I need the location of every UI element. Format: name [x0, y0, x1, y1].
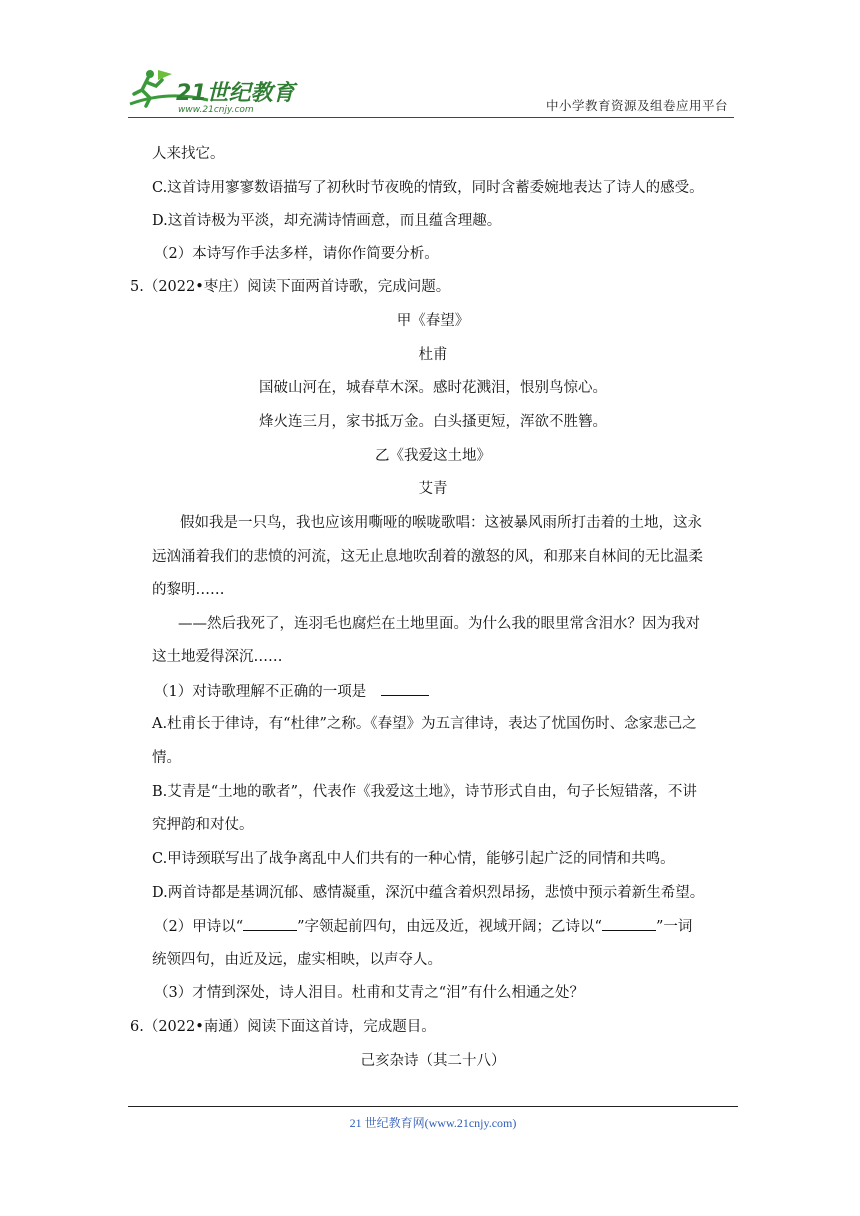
poem-paragraph: 假如我是一只鸟，我也应该用嘶哑的喉咙歌唱：这被暴风雨所打击着的土地，这永 — [180, 515, 702, 531]
platform-title: 中小学教育资源及组卷应用平台 — [545, 98, 728, 113]
poem-paragraph: 远汹涌着我们的悲愤的河流，这无止息地吹刮着的激怒的风，和那来自林间的无比温柔 — [152, 549, 703, 565]
subquestion-2-cont: 统领四句，由近及远，虚实相映，以声夺人。 — [152, 952, 442, 968]
poem-author-b: 艾青 — [418, 481, 448, 497]
answer-blank — [602, 916, 656, 931]
option-a-cont: 情。 — [152, 750, 181, 766]
question-5: 5.（2022•枣庄）阅读下面两首诗歌，完成问题。 — [130, 279, 451, 295]
option-b-cont: 究押韵和对仗。 — [152, 817, 254, 833]
subquestion-2 — [154, 916, 692, 936]
poem-paragraph: 这土地爱得深沉…… — [152, 649, 283, 665]
poem-title-b: 乙《我爱这土地》 — [375, 448, 491, 464]
footer-divider — [128, 1106, 738, 1107]
svg-text:www.21cnjy.com: www.21cnjy.com — [178, 105, 254, 115]
option-a: A.杜甫长于律诗，有“杜律”之称。《春望》为五言律诗，表达了忧国伤时、念家悲己之 — [152, 716, 697, 732]
poem-line: 烽火连三月，家书抵万金。白头搔更短，浑欲不胜簪。 — [259, 414, 607, 430]
subquestion-2: （2）本诗写作手法多样，请你作简要分析。 — [154, 246, 439, 262]
text-line: 人来找它。 — [152, 146, 225, 162]
subquestion-3: （3）才情到深处，诗人泪目。杜甫和艾青之“泪”有什么相通之处？ — [154, 985, 585, 1001]
subquestion-2-part3: ”一词 — [655, 919, 693, 935]
header-divider — [128, 117, 734, 118]
svg-text:21世纪教育: 21世纪教育 — [176, 81, 295, 106]
logo — [128, 60, 298, 116]
option-b: B.艾青是“土地的歌者”，代表作《我爱这土地》，诗节形式自由，句子长短错落，不讲 — [152, 784, 697, 800]
option-d: D.这首诗极为平淡，却充满诗情画意，而且蕴含理趣。 — [152, 213, 502, 229]
answer-blank — [243, 916, 297, 931]
poem-author-a: 杜甫 — [418, 347, 448, 363]
option-c: C.这首诗用寥寥数语描写了初秋时节夜晚的情致，同时含蓄委婉地表达了诗人的感受。 — [152, 180, 704, 196]
page-header — [128, 60, 734, 118]
option-d: D.两首诗都是基调沉郁、感情凝重，深沉中蕴含着炽烈昂扬，悲愤中预示着新生希望。 — [152, 885, 705, 901]
subquestion-1-text: （1）对诗歌理解不正确的一项是 — [154, 684, 367, 700]
subquestion-2-part1: （2）甲诗以“ — [154, 919, 244, 935]
runner-logo-icon — [128, 60, 298, 116]
option-c: C.甲诗颈联写出了战争离乱中人们共有的一种心情，能够引起广泛的同情和共鸣。 — [152, 851, 675, 867]
subquestion-2-part2: ”字领起前四句，由远及近，视域开阔；乙诗以“ — [297, 919, 602, 935]
subquestion-1 — [154, 681, 429, 701]
footer-link[interactable]: 21 世纪教育网(www.21cnjy.com) — [349, 1116, 517, 1130]
poem-paragraph: ——然后我死了，连羽毛也腐烂在土地里面。为什么我的眼里常含泪水？因为我对 — [178, 616, 700, 632]
poem-title-a: 甲《春望》 — [396, 313, 470, 329]
answer-blank — [381, 681, 429, 696]
poem-title-c: 己亥杂诗（其二十八） — [360, 1053, 506, 1069]
question-6: 6.（2022•南通）阅读下面这首诗，完成题目。 — [130, 1019, 436, 1035]
poem-paragraph: 的黎明…… — [152, 582, 225, 598]
poem-line: 国破山河在，城春草木深。感时花溅泪，恨别鸟惊心。 — [259, 380, 607, 396]
